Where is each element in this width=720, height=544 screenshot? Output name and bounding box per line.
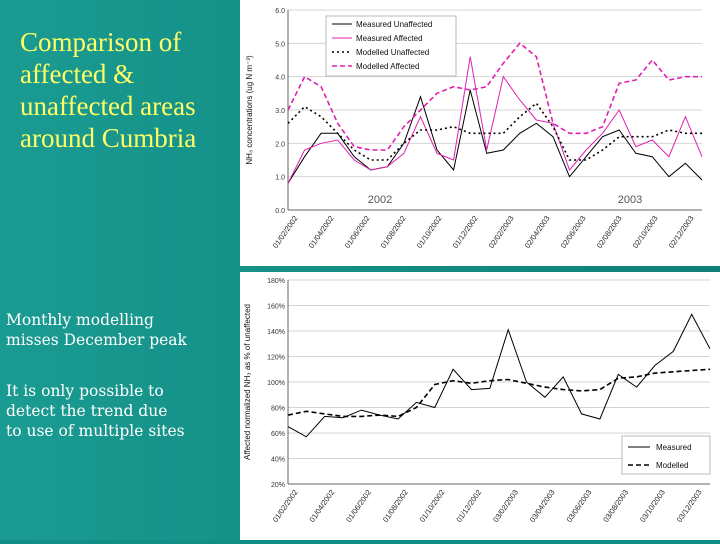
chart-concentrations-panel xyxy=(240,0,720,266)
slide-title: Comparison of affected & unaffected areas around Cumbria xyxy=(20,27,197,153)
x-tick-label: 01/04/2002 xyxy=(306,213,336,250)
y-tick-label: 6.0 xyxy=(275,8,285,15)
y-tick-label: 140% xyxy=(267,329,285,336)
y-tick-label: 120% xyxy=(267,354,285,362)
y-tick-label: 5.0 xyxy=(275,41,285,49)
x-tick-label: 02/12/2003 xyxy=(666,213,696,250)
year-label-2003: 2003 xyxy=(617,194,643,206)
chart-normalized xyxy=(240,272,720,540)
x-tick-label: 01/02/2002 xyxy=(270,487,300,524)
x-tick-label: 01/06/2002 xyxy=(344,487,374,524)
y-tick-label: 3.0 xyxy=(275,108,285,115)
y-tick-label: 0.0 xyxy=(275,208,285,215)
x-tick-label: 02/06/2003 xyxy=(558,213,588,250)
x-tick-label: 03/12/2003 xyxy=(674,487,704,524)
series-line-measured-unaffected xyxy=(288,90,702,183)
legend-label: Modelled Affected xyxy=(356,62,420,71)
y-tick-label: 40% xyxy=(270,456,285,464)
y-tick-label: 20% xyxy=(270,482,285,489)
y-tick-label: 2.0 xyxy=(275,141,285,149)
chart-normalized-panel xyxy=(240,272,720,540)
y-tick-label: 100% xyxy=(267,380,285,387)
x-tick-label: 02/04/2003 xyxy=(522,213,552,250)
series-line-modelled xyxy=(288,369,710,416)
x-tick-label: 01/10/2002 xyxy=(414,213,444,250)
legend-label: Modelled Unaffected xyxy=(356,48,430,57)
x-tick-label: 03/10/2003 xyxy=(638,487,667,524)
y-tick-label: 180% xyxy=(267,278,285,285)
x-tick-label: 03/06/2003 xyxy=(564,487,594,524)
y-tick-label: 160% xyxy=(267,303,285,311)
note-multiple-sites: It is only possible to detect the trend due to use of multiple sites xyxy=(6,382,185,440)
y-axis-label: Affected normalized NH₃ as % of unaffected xyxy=(243,304,252,460)
x-tick-label: 01/12/2002 xyxy=(450,213,480,250)
legend-label: Measured Unaffected xyxy=(356,20,433,29)
x-tick-label: 02/02/2003 xyxy=(486,213,516,250)
x-tick-label: 02/08/2003 xyxy=(594,213,624,250)
x-tick-label: 01/06/2002 xyxy=(342,213,372,250)
x-tick-label: 01/08/2002 xyxy=(378,213,408,250)
note-december-peak: Monthly modelling misses December peak xyxy=(6,311,187,349)
x-tick-label: 03/02/2003 xyxy=(491,487,521,524)
x-tick-label: 01/02/2002 xyxy=(270,213,300,250)
y-tick-label: 80% xyxy=(270,405,285,413)
x-tick-label: 03/08/2003 xyxy=(601,487,631,524)
legend-label: Measured xyxy=(656,443,692,452)
x-tick-label: 02/10/2003 xyxy=(630,213,660,250)
legend-label: Measured Affected xyxy=(356,34,423,43)
x-tick-label: 01/12/2002 xyxy=(454,487,484,524)
y-tick-label: 60% xyxy=(270,431,285,438)
chart-concentrations xyxy=(240,0,720,266)
y-axis-label: NH₃ concentrations (ug N m⁻³) xyxy=(245,55,254,165)
year-label-2002: 2002 xyxy=(367,194,393,206)
x-tick-label: 01/10/2002 xyxy=(417,487,447,524)
x-tick-label: 01/08/2002 xyxy=(380,487,410,524)
x-tick-label: 01/04/2002 xyxy=(307,487,337,524)
legend-label: Modelled xyxy=(656,461,689,470)
y-tick-label: 4.0 xyxy=(275,74,285,82)
x-tick-label: 03/04/2003 xyxy=(527,487,557,524)
y-tick-label: 1.0 xyxy=(275,174,285,182)
